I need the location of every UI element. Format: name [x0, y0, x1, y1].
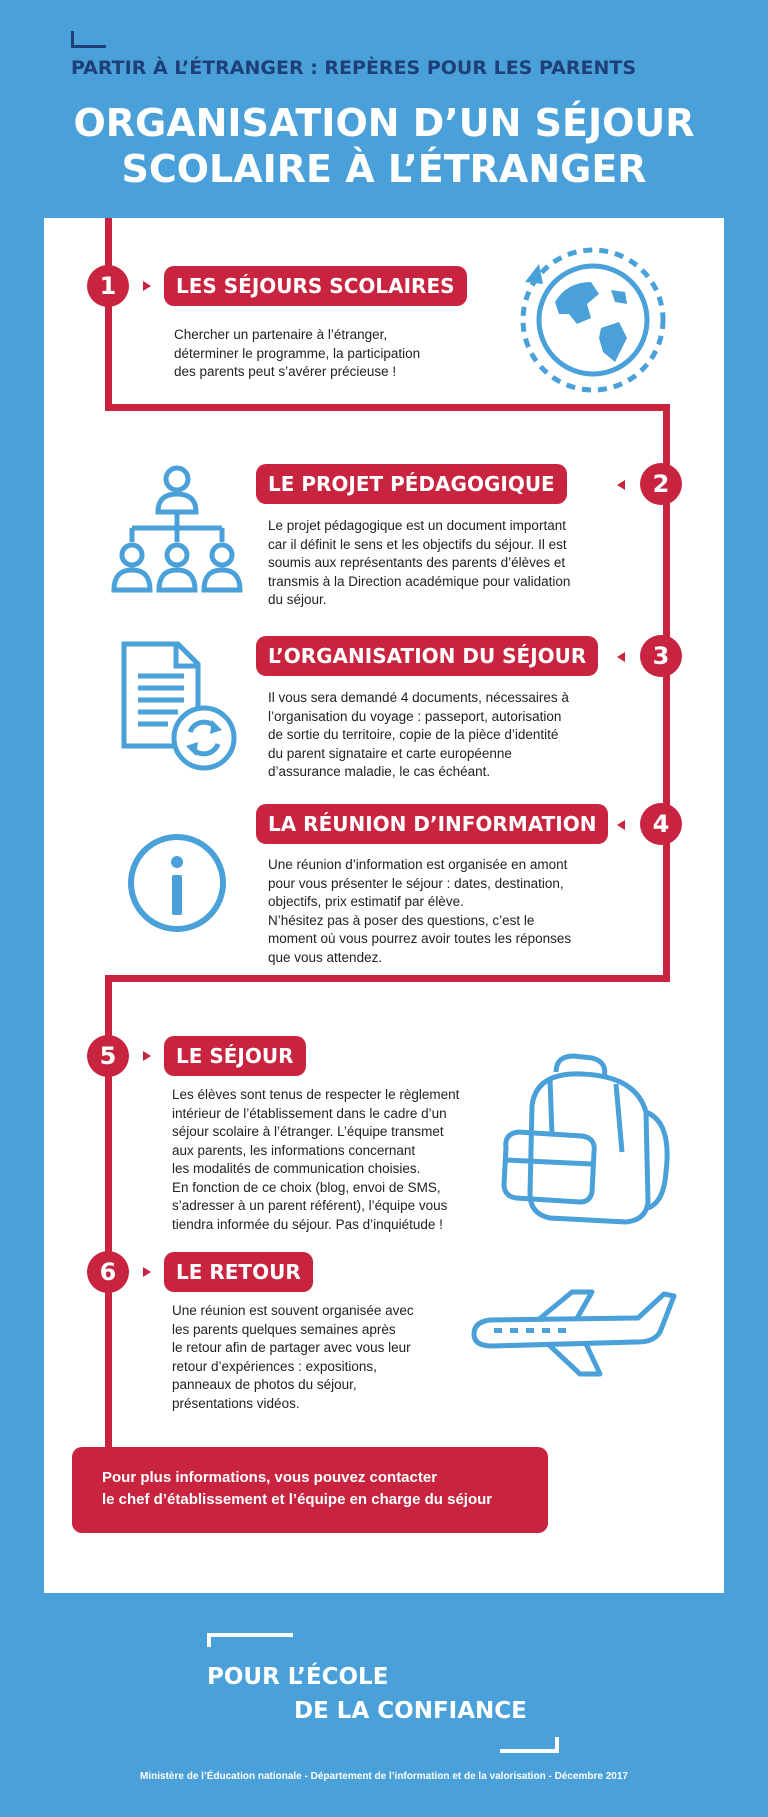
timeline-line [105, 218, 112, 404]
step-number: 5 [87, 1035, 129, 1077]
step-title: L’ORGANISATION DU SÉJOUR [256, 636, 598, 676]
step-number: 1 [87, 265, 129, 307]
page-subtitle: PARTIR À L’ÉTRANGER : REPÈRES POUR LES PARENTS [71, 57, 637, 79]
document-refresh-icon [118, 638, 248, 778]
timeline-line [105, 975, 670, 982]
step-text: Une réunion est souvent organisée avec les parents quelques semaines après le retour afin de partager avec vous leur retour d’expériences : expositions, panneaux de photos du séjour, présentations vidéos. [172, 1303, 414, 1411]
backpack-icon [496, 1052, 676, 1232]
info-icon [124, 830, 234, 940]
step-title: LA RÉUNION D’INFORMATION [256, 804, 608, 844]
step-title: LE RETOUR [164, 1252, 313, 1292]
footer-credit: Ministère de l’Éducation nationale - Département de l’information et de la valorisation - Décembre 2017 [140, 1771, 628, 1782]
arrow-icon [143, 1051, 151, 1061]
page-title: ORGANISATION D’UN SÉJOUR SCOLAIRE À L’ÉTRANGER [73, 101, 695, 191]
step-number: 2 [640, 463, 682, 505]
logo-line-2: DE LA CONFIANCE [294, 1698, 527, 1724]
logo-bracket [500, 1749, 559, 1753]
step-text: Il vous sera demandé 4 documents, nécessaires à l’organisation du voyage : passeport, autorisation de sortie du territoire, copie de la pièce d’identité du parent signataire et carte européenne d’assurance maladie, le cas échéant. [268, 690, 569, 779]
step-title: LE PROJET PÉDAGOGIQUE [256, 464, 567, 504]
step-text: Une réunion d’information est organisée en amont pour vous présenter le séjour : dates, destination, objectifs, prix estimatif par élève. N’hésitez pas à poser des questions, c’est le moment où vous pourrez avoir toutes les réponses que vous attendez. [268, 857, 572, 965]
arrow-icon [617, 820, 625, 830]
step-number: 4 [640, 803, 682, 845]
airplane-icon [468, 1288, 678, 1380]
logo-bracket [207, 1633, 293, 1637]
arrow-icon [617, 652, 625, 662]
step-number: 3 [640, 635, 682, 677]
arrow-icon [143, 1267, 151, 1277]
globe-icon [515, 242, 675, 402]
corner-mark [71, 31, 106, 48]
step-text: Les élèves sont tenus de respecter le règlement intérieur de l’établissement dans le cadre d’un séjour scolaire à l’étranger. L’équipe transmet aux parents, les informations concernant les modalités de communication choisies. En fonction de ce choix (blog, envoi de SMS, s’adresser à un parent référent), l’équipe vous tiendra informée du séjour. Pas d’inquiétude ! [172, 1087, 460, 1232]
step-text: Chercher un partenaire à l’étranger, déterminer le programme, la participation des parents peut s’avérer précieuse ! [174, 327, 421, 379]
step-text: Le projet pédagogique est un document important car il définit le sens et les objectifs du séjour. Il est soumis aux représentants des parents d’élèves et transmis à la Direction académique pour validation du séjour. [268, 518, 571, 607]
logo-bracket [555, 1737, 559, 1753]
logo-bracket [207, 1633, 211, 1647]
arrow-icon [143, 281, 151, 291]
step-title: LE SÉJOUR [164, 1036, 306, 1076]
logo-line-1: POUR L’ÉCOLE [207, 1664, 389, 1690]
arrow-icon [617, 480, 625, 490]
timeline-line [105, 404, 670, 411]
contact-banner: Pour plus informations, vous pouvez contacter le chef d’établissement et l’équipe en charge du séjour [72, 1447, 548, 1533]
step-title: LES SÉJOURS SCOLAIRES [164, 266, 467, 306]
step-number: 6 [87, 1251, 129, 1293]
org-chart-icon [108, 462, 248, 602]
